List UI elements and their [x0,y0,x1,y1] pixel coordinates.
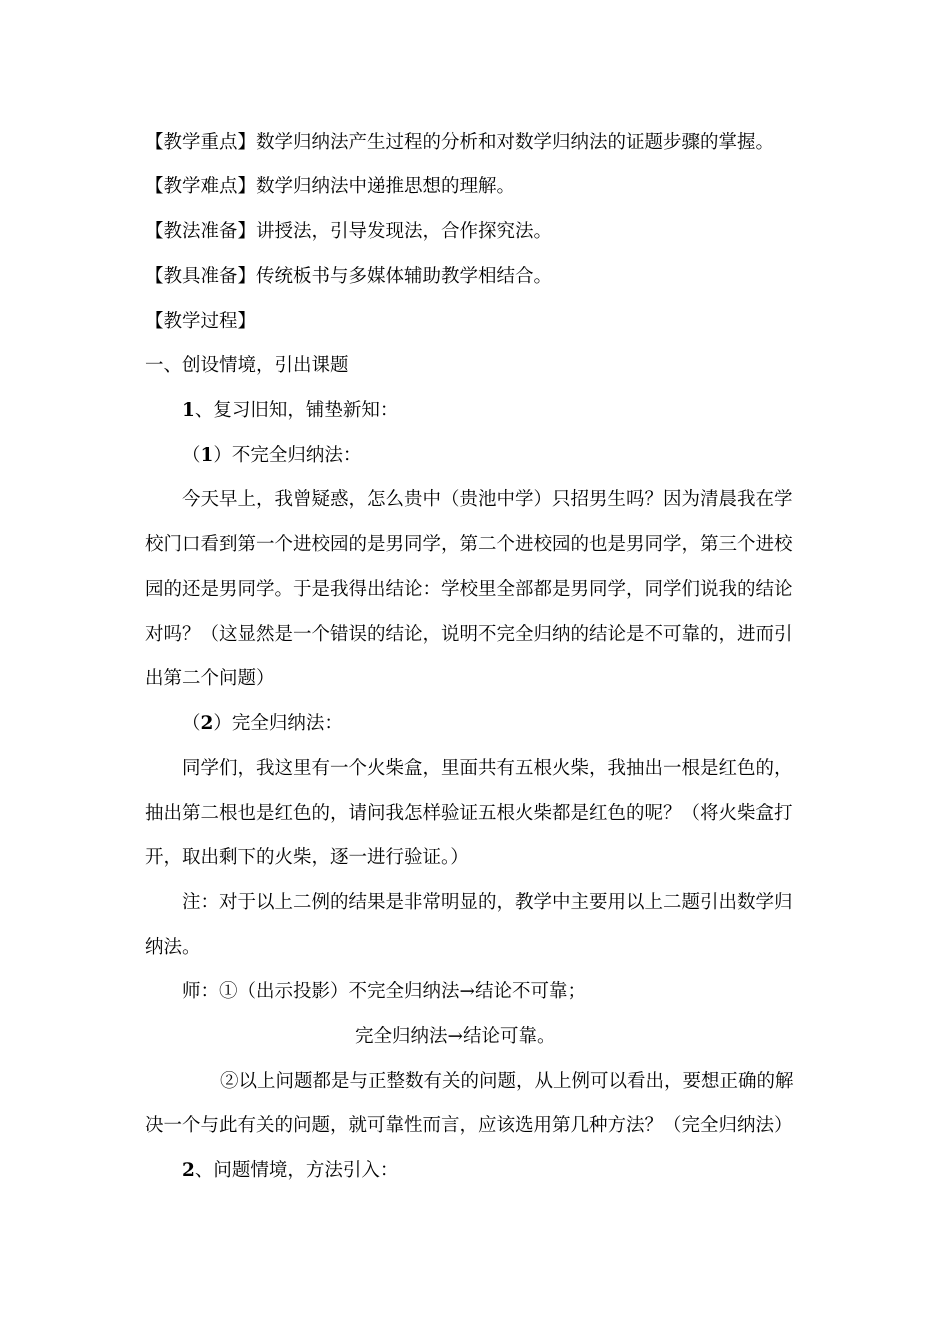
note-line: 注：对于以上二例的结果是非常明显的，教学中主要用以上二题引出数学归 [182,892,793,913]
para1-line: 校门口看到第一个进校园的是男同学，第二个进校园的也是男同学，第三个进校 [145,534,793,555]
subsection-1-2-number: 2 [200,713,214,734]
key-points-text: 数学归纳法产生过程的分析和对数学归纳法的证题步骤的掌握。 [256,132,775,153]
para1-line: 园的还是男同学。于是我得出结论：学校里全部都是男同学，同学们说我的结论 [145,579,793,600]
para2-line: 抽出第二根也是红色的，请问我怎样验证五根火柴都是红色的呢？（将火柴盒打 [145,803,793,824]
subsection-1-1-number: 1 [200,445,214,466]
note-line: 纳法。 [145,937,201,958]
tool-prep-label: 【教具准备】 [145,266,257,287]
method-prep-line [145,220,552,244]
paren-open: （ [182,713,201,734]
para1-line: 今天早上，我曾疑惑，怎么贵中（贵池中学）只招男生吗？因为清晨我在学 [182,489,793,510]
paren-open: （ [182,445,201,466]
teacher-line-2b: 决一个与此有关的问题，就可靠性而言，应该选用第几种方法？（完全归纳法） [145,1115,793,1136]
difficulty-text: 数学归纳法中递推思想的理解。 [256,176,516,197]
teacher-line-1b: 完全归纳法→结论可靠。 [355,1026,556,1047]
method-prep-text: 讲授法，引导发现法，合作探究法。 [256,221,553,242]
difficulty-label: 【教学难点】 [145,176,257,197]
para2-line: 同学们，我这里有一个火柴盒，里面共有五根火柴，我抽出一根是红色的， [182,758,793,779]
process-heading: 【教学过程】 [145,311,257,332]
subsection-1-text: 、复习旧知，铺垫新知： [194,400,399,421]
subsection-2-text: 、问题情境，方法引入： [194,1160,399,1181]
method-prep-label: 【教法准备】 [145,221,257,242]
subsection-1-number: 1 [182,400,195,421]
subsection-1-1 [182,444,361,468]
para2-line: 开，取出剩下的火柴，逐一进行验证。） [145,847,469,868]
subsection-1 [182,399,398,423]
key-points-line [145,131,774,155]
subsection-1-1-text: ）不完全归纳法： [213,445,362,466]
difficulty-line [145,175,515,199]
teacher-line-1: 师：①（出示投影）不完全归纳法→结论不可靠； [182,981,587,1002]
subsection-2 [182,1159,398,1183]
tool-prep-text: 传统板书与多媒体辅助教学相结合。 [256,266,553,287]
part1-title: 一、创设情境，引出课题 [145,355,349,376]
subsection-1-2-text: ）完全归纳法： [213,713,343,734]
key-points-label: 【教学重点】 [145,132,257,153]
subsection-1-2 [182,712,343,736]
tool-prep-line [145,265,552,289]
teacher-line-2: ②以上问题都是与正整数有关的问题，从上例可以看出，要想正确的解 [220,1071,794,1092]
subsection-2-number: 2 [182,1160,195,1181]
para1-line: 出第二个问题） [145,668,275,689]
para1-line: 对吗？（这显然是一个错误的结论，说明不完全归纳的结论是不可靠的，进而引 [145,624,793,645]
